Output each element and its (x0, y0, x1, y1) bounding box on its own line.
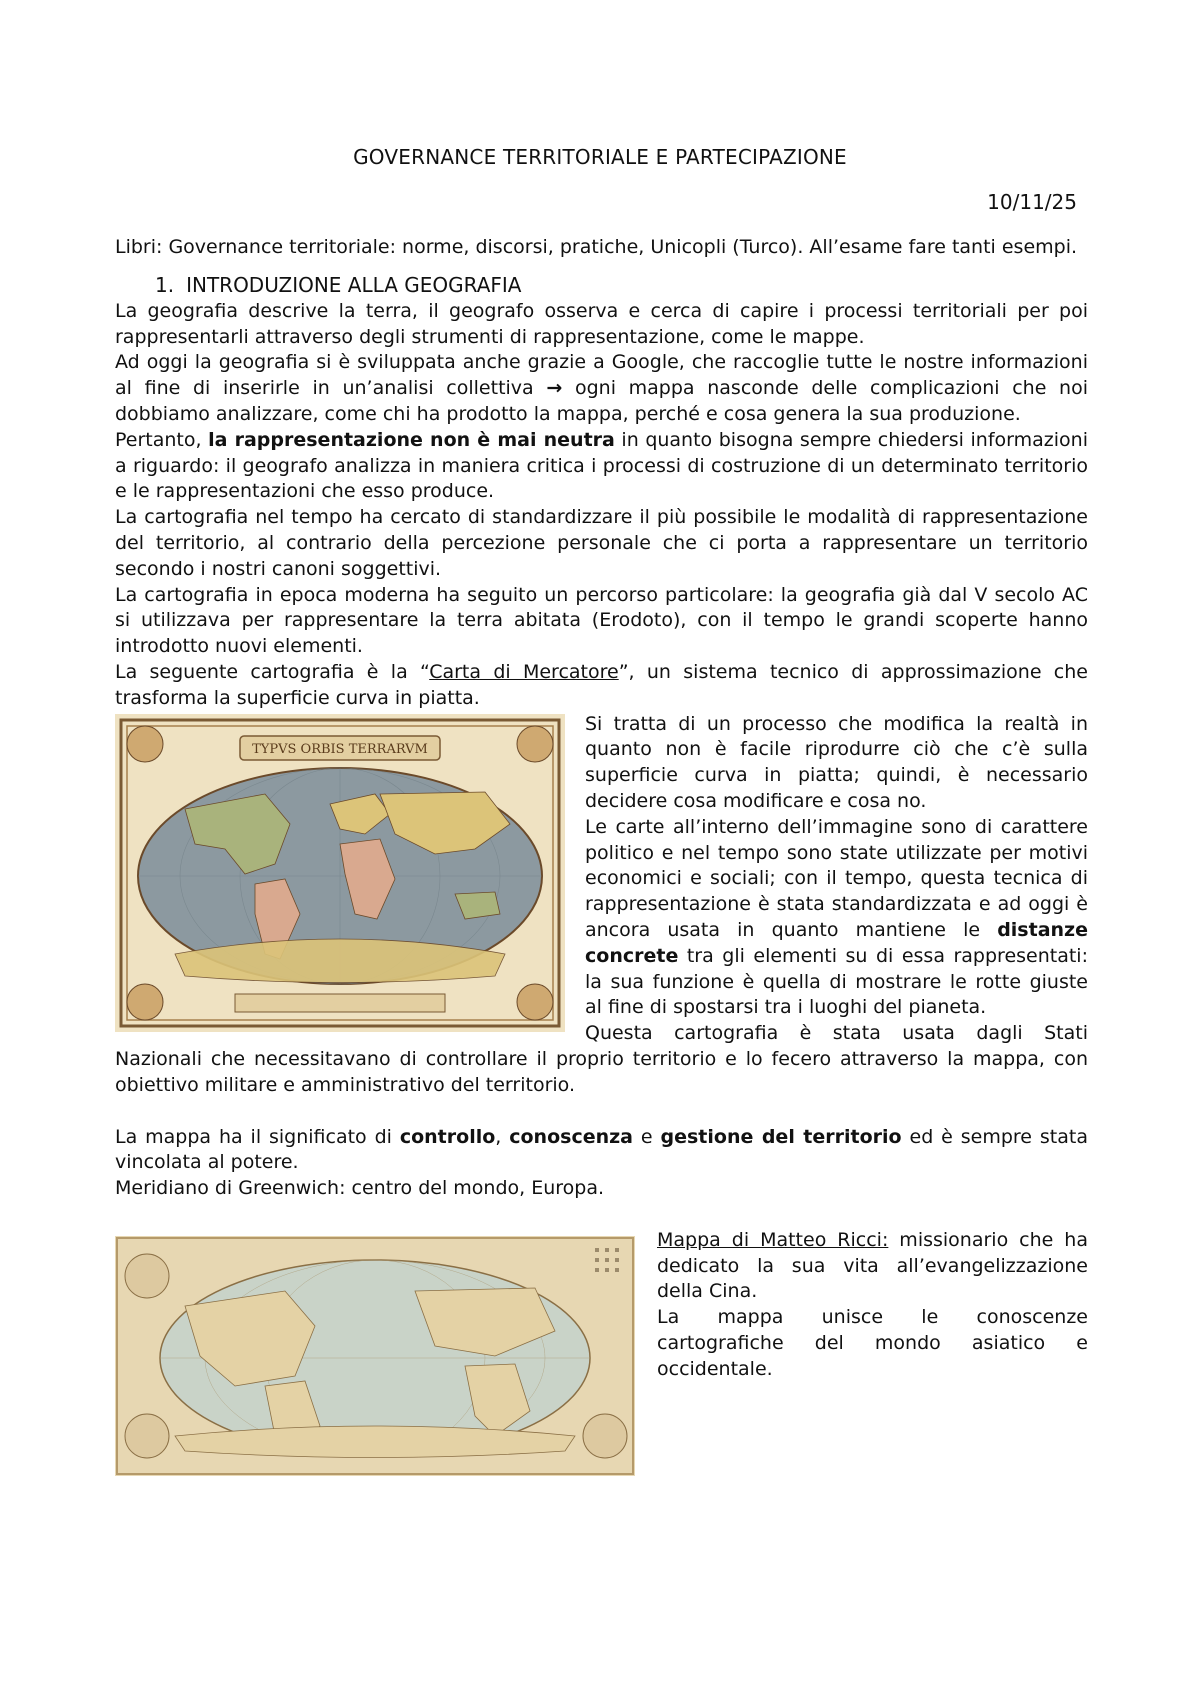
paragraph-10-text-a: La mappa ha il significato di (115, 1125, 400, 1148)
paragraph-10-emphasis-3: gestione del territorio (660, 1125, 902, 1148)
paragraph-8-text-a: Le carte all’interno dell’immagine sono di carattere politico e nel tempo sono state utilizzate per motivi economici e sociali; con il tempo, questa tecnica di rappresentazione è stata standardizzata e ad oggi è ancora usata in quanto mantiene le (585, 815, 1088, 941)
paragraph-6-text-a: La seguente cartografia è la “ (115, 660, 430, 683)
paragraph-8-emphasis: distanze concrete (585, 918, 1088, 967)
blank-line (115, 1202, 1088, 1228)
paragraph-2-text-a: Ad oggi la geografia si è sviluppata anche grazie a Google, che raccoglie tutte le nostre informazioni al fine di inserirle in un’analisi collettiva (115, 351, 1088, 400)
paragraph-1: La geografia descrive la terra, il geografo osserva e cerca di capire i processi territoriali per poi rappresentarli attraverso degli strumenti di rappresentazione, come le mappe. (115, 299, 1088, 348)
paragraph-3-text-b: in quanto bisogna sempre chiedersi informazioni a riguardo: il geografo analizza in maniera critica i processi di costruzione di un determinato territorio e le rappresentazioni che esso produce. (115, 428, 1088, 503)
section-title: INTRODUZIONE ALLA GEOGRAFIA (186, 272, 522, 297)
paragraph-6 (115, 660, 1088, 712)
paragraph-7: Si tratta di un processo che modifica la realtà in quanto non è facile riprodurre ciò che c’è sulla superficie curva in piatta; quindi, è necessario decidere cosa modificare e cosa no. (585, 712, 1088, 812)
paragraph-10-sep-2: e (633, 1125, 661, 1148)
matteo-ricci-map-image (115, 1236, 635, 1476)
paragraph-10-sep-1: , (495, 1125, 510, 1148)
blank-line (115, 1099, 1088, 1125)
paragraph-6-text-b: ”, un sistema tecnico di approssimazione che trasforma la superficie curva in piatta. (115, 660, 1088, 709)
section-heading (115, 271, 1088, 299)
paragraph-5: La cartografia in epoca moderna ha seguito un percorso particolare: la geografia già dal V secolo AC si utilizzava per rappresentare la terra abitata (Erodoto), con il tempo le grandi scoperte hanno introdotto nuovi elementi. (115, 583, 1088, 658)
section-number: 1. (155, 272, 175, 297)
intro-paragraph: Libri: Governance territoriale: norme, discorsi, pratiche, Unicopli (Turco). All’esame fare tanti esempi. (115, 236, 1078, 258)
document-date: 10/11/25 (987, 190, 1077, 214)
paragraph-11: Meridiano di Greenwich: centro del mondo, Europa. (115, 1177, 605, 1200)
typus-orbis-terrarum-map-image (115, 714, 565, 1032)
document-title: GOVERNANCE TERRITORIALE E PARTECIPAZIONE (353, 145, 847, 169)
paragraph-3-emphasis: la rappresentazione non è mai neutra (208, 428, 615, 451)
arrow-icon: → (546, 377, 563, 400)
paragraph-12-text: missionario che ha dedicato la sua vita all’evangelizzazione della Cina. (657, 1228, 1088, 1303)
paragraph-2-text-b: ogni mappa nasconde delle complicazioni che noi dobbiamo analizzare, come chi ha prodotto la mappa, perché e cosa genera la sua produzione. (115, 377, 1088, 425)
paragraph-10 (115, 1125, 1088, 1177)
paragraph-13: La mappa unisce le conoscenze cartografiche del mondo asiatico e occidentale. (657, 1306, 1088, 1380)
paragraph-9: Questa cartografia è stata usata dagli Stati Nazionali che necessitavano di controllare il proprio territorio e lo fecero attraverso la mappa, con obiettivo militare e amministrativo del territorio. (115, 1022, 1088, 1096)
paragraph-4: La cartografia nel tempo ha cercato di standardizzare il più possibile le modalità di rappresentazione del territorio, al contrario della percezione personale che ci porta a rappresentare un territorio secondo i nostri canoni soggettivi. (115, 506, 1088, 580)
paragraph-8-text-b: tra gli elementi su di essa rappresentati: la sua funzione è quella di mostrare le rotte giuste al fine di spostarsi tra i luoghi del pianeta. (585, 944, 1088, 1019)
carta-di-mercatore-link: Carta di Mercatore (429, 660, 619, 683)
paragraph-10-text-b: ed è sempre stata vincolata al potere. (115, 1125, 1088, 1174)
paragraph-2 (115, 350, 1088, 427)
document-body (115, 235, 1088, 1476)
paragraph-10-emphasis-1: controllo (399, 1125, 496, 1148)
map-banner-text: TYPVS ORBIS TERRARVM (252, 741, 428, 757)
paragraph-3 (115, 428, 1088, 505)
paragraph-3-text-a: Pertanto, (115, 428, 209, 451)
paragraph-10-emphasis-2: conoscenza (509, 1125, 633, 1148)
matteo-ricci-link: Mappa di Matteo Ricci: (657, 1228, 889, 1251)
